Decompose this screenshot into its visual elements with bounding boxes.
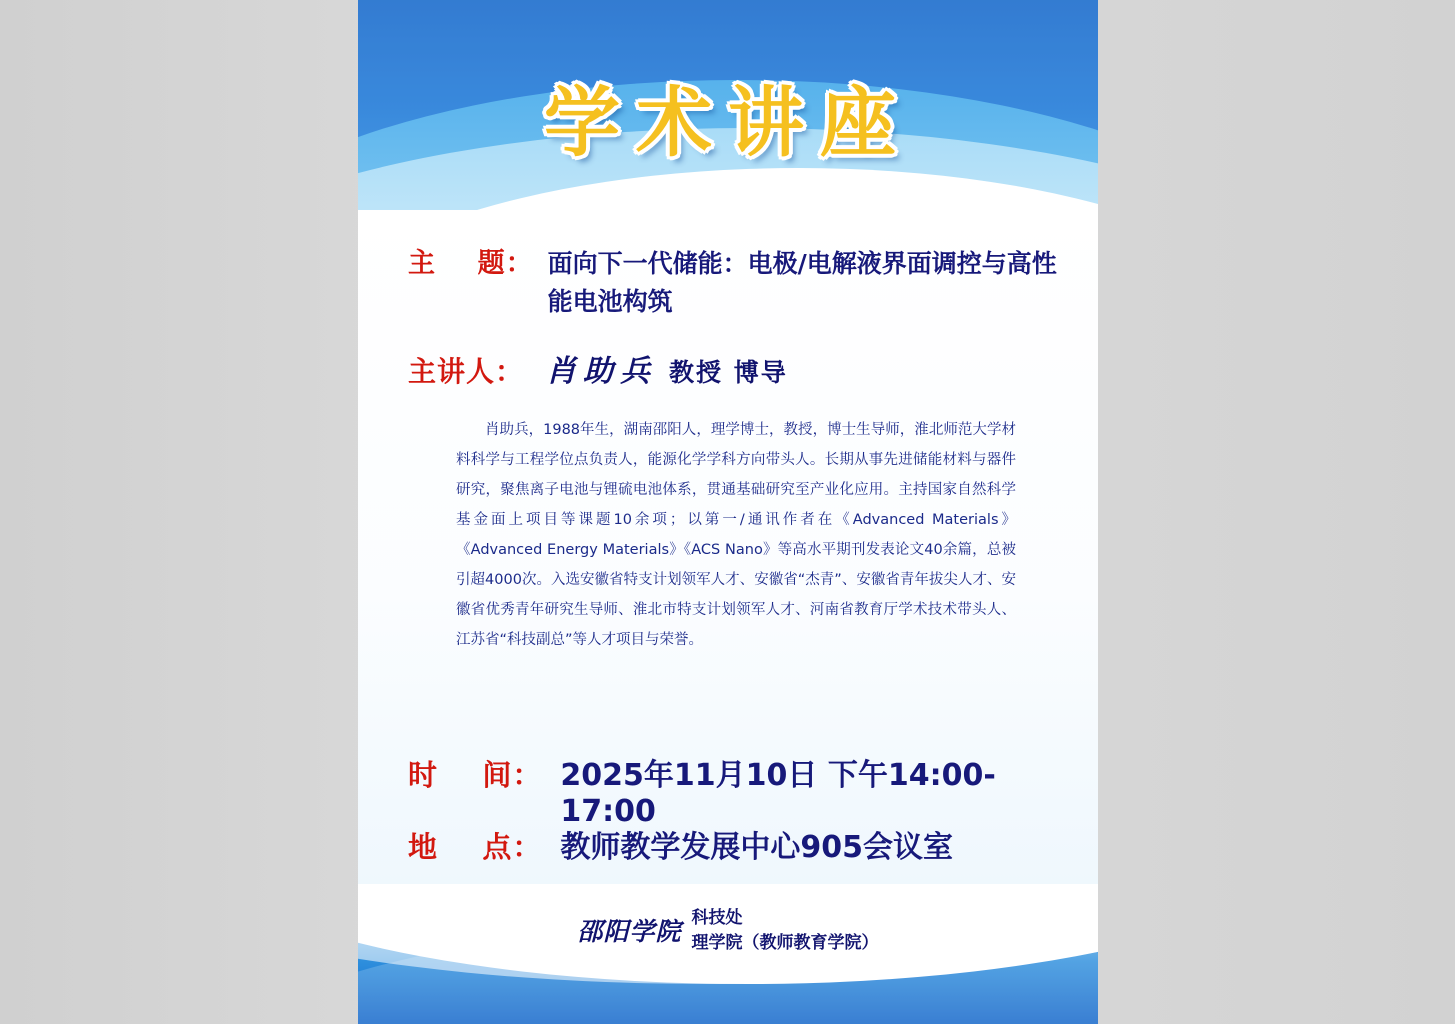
page-title: 学术讲座 (544, 78, 912, 167)
time-row (408, 750, 1068, 829)
time-label: 时 间： (408, 758, 543, 792)
speaker-biography: 肖助兵，1988年生，湖南邵阳人，理学博士，教授，博士生导师，淮北师范大学材料科学与工程学位点负责人，能源化学学科方向带头人。长期从事先进储能材料与器件研究，聚焦离子电池与锂硫电池体系，贯通基础研究至产业化应用。主持国家自然科学基金面上项目等课题10余项；以第一/通讯作者在《Advanced Materials》《Advanced Energy Materials》《ACS Nano》等高水平期刊发表论文40余篇，总被引超4000次。入选安徽省特支计划领军人才、安徽省“杰青”、安徽省青年拔尖人才、安徽省优秀青年研究生导师、淮北市特支计划领军人才、河南省教育厅学术技术带头人、江苏省“科技副总”等人才项目与荣誉。 (456, 422, 1016, 648)
lecture-poster (358, 0, 1098, 1024)
department-line-2: 理学院（教师教育学院） (691, 933, 879, 953)
speaker-row (408, 346, 1068, 392)
time-value: 2025年11月10日 下午14:00-17:00 (560, 758, 996, 829)
topic-label: 主 题： (408, 248, 534, 279)
speaker-label: 主讲人： (408, 355, 525, 388)
place-value: 教师教学发展中心905会议室 (560, 830, 954, 865)
speaker-title: 教授 博导 (669, 358, 788, 387)
school-name: 邵阳学院 (577, 917, 682, 946)
place-row (408, 822, 1068, 866)
poster-footer-banner (358, 884, 1098, 1024)
topic-value: 面向下一代储能：电极/电解液界面调控与高性能电池构筑 (547, 249, 1057, 316)
topic-row (408, 245, 1068, 321)
department-line-1: 科技处 (691, 908, 743, 928)
speaker-name: 肖助兵 (546, 354, 658, 389)
place-label: 地 点： (408, 830, 543, 864)
footer-text (358, 906, 1098, 956)
department-names (692, 906, 879, 956)
poster-body (358, 210, 1098, 910)
